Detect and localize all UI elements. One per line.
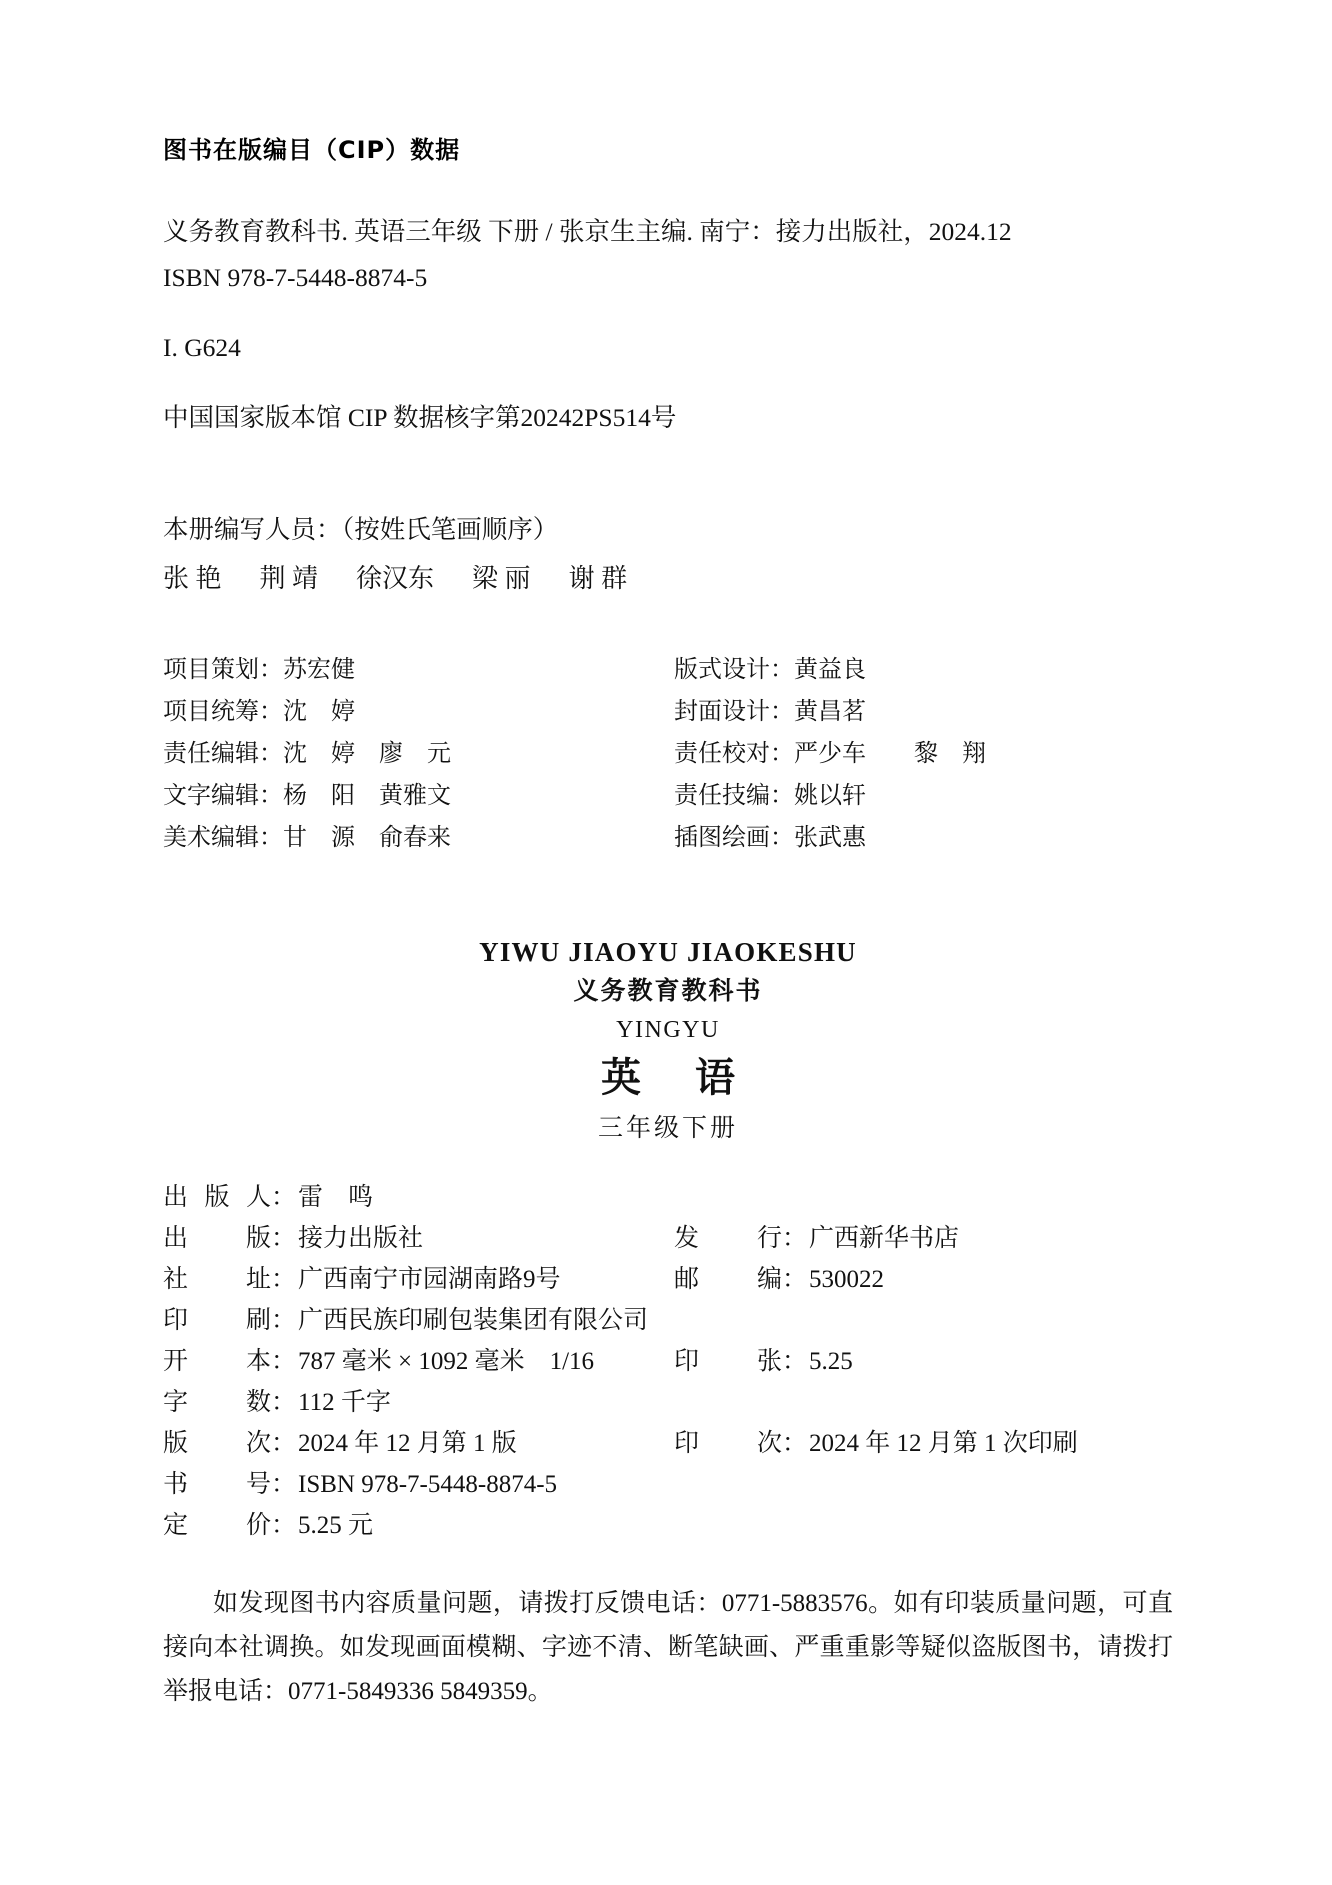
imprint-label: 印次 bbox=[674, 1430, 782, 1457]
imprint-right-empty bbox=[662, 1382, 1173, 1423]
imprint-label: 定价 bbox=[163, 1512, 271, 1539]
cip-line: 义务教育教科书. 英语三年级 下册 / 张京生主编. 南宁：接力出版社，2024.12 bbox=[163, 217, 1012, 246]
credit-right: 责任校对：严少车 黎 翔 bbox=[674, 741, 986, 767]
title-grade-volume: 三年级下册 bbox=[597, 1115, 738, 1142]
imprint-label: 印刷 bbox=[163, 1307, 271, 1334]
cip-line: I. G624 bbox=[163, 333, 241, 362]
imprint-value: 5.25 元 bbox=[298, 1512, 374, 1539]
imprint-right-empty bbox=[662, 1505, 1173, 1546]
page-content bbox=[163, 130, 1173, 1714]
imprint-row bbox=[163, 1341, 1173, 1382]
cip-line: 中国国家版本馆 CIP 数据核字第20242PS514号 bbox=[163, 403, 677, 432]
imprint-right bbox=[662, 1423, 1173, 1464]
imprint-right bbox=[662, 1341, 1173, 1382]
cip-block bbox=[163, 209, 1173, 441]
credits-block bbox=[163, 649, 1173, 859]
spacer bbox=[163, 371, 1173, 395]
imprint-sep: ： bbox=[271, 1184, 297, 1211]
imprint-value: 接力出版社 bbox=[298, 1225, 424, 1252]
imprint-row bbox=[163, 1423, 1173, 1464]
imprint-label: 字数 bbox=[163, 1389, 271, 1416]
imprint-value: ISBN 978-7-5448-8874-5 bbox=[298, 1471, 558, 1498]
credit-left: 文字编辑：杨 阳 黄雅文 bbox=[163, 783, 451, 809]
imprint-left bbox=[163, 1382, 662, 1423]
cip-heading: 图书在版编目（CIP）数据 bbox=[163, 136, 461, 164]
imprint-left bbox=[163, 1177, 662, 1218]
imprint-row bbox=[163, 1382, 1173, 1423]
imprint-value: 2024 年 12 月第 1 次印刷 bbox=[809, 1430, 1078, 1457]
writer-name-text: 梁 丽 bbox=[472, 564, 531, 593]
imprint-label: 印张 bbox=[674, 1348, 782, 1375]
book-title-block bbox=[163, 933, 1173, 1151]
imprint-label: 开本 bbox=[163, 1348, 271, 1375]
imprint-sep: ： bbox=[271, 1512, 297, 1539]
spacer bbox=[163, 441, 1173, 507]
imprint-left bbox=[163, 1464, 662, 1505]
imprint-right bbox=[662, 1259, 1173, 1300]
imprint-value: 5.25 bbox=[809, 1348, 853, 1375]
imprint-label: 书号 bbox=[163, 1471, 271, 1498]
credit-right: 封面设计：黄昌茗 bbox=[674, 699, 866, 725]
imprint-left bbox=[163, 1505, 662, 1546]
credit-left: 责任编辑：沈 婷 廖 元 bbox=[163, 741, 451, 767]
credit-left: 项目策划：苏宏健 bbox=[163, 657, 355, 683]
imprint-row bbox=[163, 1218, 1173, 1259]
imprint-sep: ： bbox=[271, 1266, 297, 1293]
credit-right: 插图绘画：张武惠 bbox=[674, 825, 866, 851]
imprint-value: 广西新华书店 bbox=[809, 1225, 960, 1252]
imprint-label: 出版 bbox=[163, 1225, 271, 1252]
imprint-value: 广西南宁市园湖南路9号 bbox=[298, 1266, 561, 1293]
imprint-sep: ： bbox=[782, 1266, 808, 1293]
credit-right: 版式设计：黄益良 bbox=[674, 657, 866, 683]
writer-name-text: 谢 群 bbox=[568, 564, 628, 593]
imprint-row bbox=[163, 1300, 1173, 1341]
title-pinyin-series: YIWU JIAOYU JIAOKESHU bbox=[479, 937, 857, 967]
credit-row bbox=[163, 691, 1173, 733]
imprint-label: 社址 bbox=[163, 1266, 271, 1293]
imprint-label: 版次 bbox=[163, 1430, 271, 1457]
imprint-sep: ： bbox=[271, 1430, 297, 1457]
writer-name bbox=[163, 553, 222, 605]
cip-line: ISBN 978-7-5448-8874-5 bbox=[163, 263, 428, 292]
imprint-right-empty bbox=[662, 1464, 1173, 1505]
imprint-right-empty bbox=[662, 1300, 1173, 1341]
credit-left: 项目统筹：沈 婷 bbox=[163, 699, 355, 725]
writer-name-text: 荆 靖 bbox=[259, 564, 319, 593]
credit-right: 责任技编：姚以轩 bbox=[674, 783, 866, 809]
imprint-sep: ： bbox=[271, 1471, 297, 1498]
imprint-left bbox=[163, 1218, 662, 1259]
credit-row bbox=[163, 817, 1173, 859]
imprint-left bbox=[163, 1341, 662, 1382]
imprint-left bbox=[163, 1300, 662, 1341]
writers-block bbox=[163, 507, 1173, 605]
imprint-sep: ： bbox=[271, 1307, 297, 1334]
imprint-sep: ： bbox=[782, 1348, 808, 1375]
imprint-block bbox=[163, 1177, 1173, 1546]
imprint-label: 发行 bbox=[674, 1225, 782, 1252]
title-subject-cn: 英 语 bbox=[601, 1055, 755, 1101]
imprint-label: 出 版 人 bbox=[163, 1184, 271, 1211]
credit-row bbox=[163, 733, 1173, 775]
imprint-value: 787 毫米 × 1092 毫米 1/16 bbox=[298, 1348, 595, 1375]
imprint-value: 广西民族印刷包装集团有限公司 bbox=[298, 1307, 649, 1334]
imprint-value: 雷 鸣 bbox=[298, 1184, 374, 1211]
writer-name-text: 张 艳 bbox=[163, 564, 222, 593]
writer-name bbox=[260, 553, 319, 605]
imprint-right bbox=[662, 1218, 1173, 1259]
writers-names bbox=[163, 553, 1173, 605]
writer-name bbox=[356, 553, 434, 605]
credit-row bbox=[163, 775, 1173, 817]
imprint-value: 2024 年 12 月第 1 版 bbox=[298, 1430, 517, 1457]
quality-notice: 如发现图书内容质量问题，请拨打反馈电话：0771-5883576。如有印装质量问题，可直接向本社调换。如发现画面模糊、字迹不清、断笔缺画、严重重影等疑似盗版图书，请拨打举报电话：0771-5849336 5849359。 bbox=[163, 1590, 1173, 1705]
imprint-sep: ： bbox=[782, 1225, 808, 1252]
imprint-label: 邮编 bbox=[674, 1266, 782, 1293]
writer-name bbox=[569, 553, 628, 605]
imprint-left bbox=[163, 1423, 662, 1464]
imprint-sep: ： bbox=[271, 1348, 297, 1375]
imprint-row bbox=[163, 1505, 1173, 1546]
imprint-value: 112 千字 bbox=[298, 1389, 391, 1416]
imprint-row bbox=[163, 1259, 1173, 1300]
imprint-right-empty bbox=[662, 1177, 1173, 1218]
credit-left: 美术编辑：甘 源 俞春来 bbox=[163, 825, 451, 851]
spacer bbox=[163, 301, 1173, 325]
imprint-sep: ： bbox=[271, 1389, 297, 1416]
imprint-row bbox=[163, 1464, 1173, 1505]
imprint-left bbox=[163, 1259, 662, 1300]
title-pinyin-subject: YINGYU bbox=[616, 1017, 720, 1043]
writer-name-text: 徐汉东 bbox=[356, 564, 435, 593]
imprint-sep: ： bbox=[782, 1430, 808, 1457]
credit-row bbox=[163, 649, 1173, 691]
writers-title: 本册编写人员：（按姓氏笔画顺序） bbox=[163, 515, 559, 544]
imprint-row bbox=[163, 1177, 1173, 1218]
title-series-cn: 义务教育教科书 bbox=[573, 976, 763, 1005]
imprint-sep: ： bbox=[271, 1225, 297, 1252]
imprint-value: 530022 bbox=[809, 1266, 885, 1293]
writer-name bbox=[472, 553, 531, 605]
